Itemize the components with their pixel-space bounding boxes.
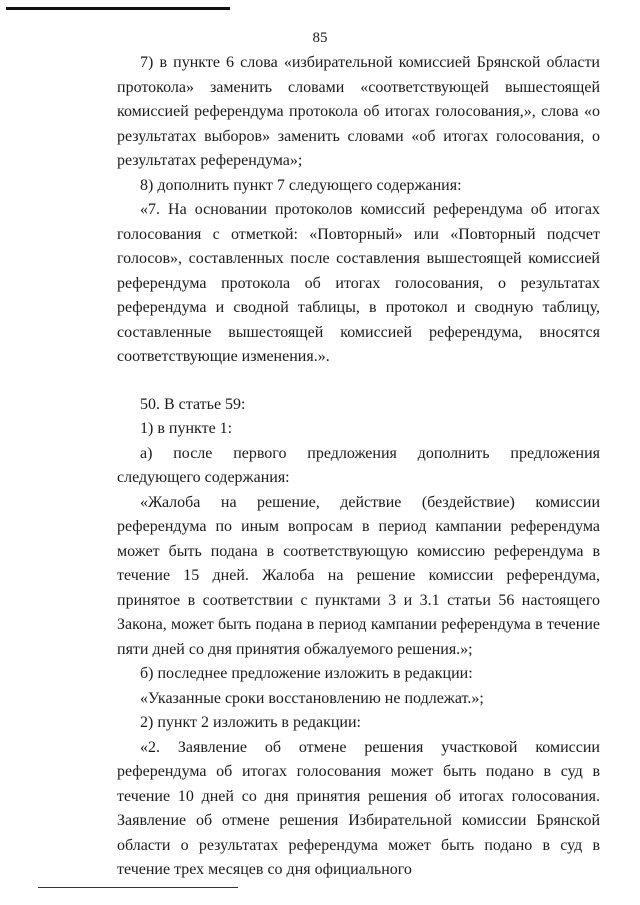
paragraph-quote-complaint: «Жалоба на решение, действие (бездействие) комиссии референдума по иным вопросам в период кампании референдума может быть подана в соответствующую комиссию референдума в течение 15 дней. Жалоба на решение комиссии референдума, принятое в соответствии с пунктами 3 и 3.1 статьи 56 настоящего Закона, может быть подана в период кампании референдума в течение пяти дней со дня принятия обжалуемого решения.»; [117, 493, 600, 658]
paragraph-article-59-heading: 50. В статье 59: [140, 395, 246, 413]
paragraph-quote-terms: «Указанные сроки восстановлению не подлежат.»; [140, 689, 484, 707]
paragraph-subpoint-b: б) последнее предложение изложить в редакции: [140, 665, 473, 682]
paragraph-quote-point-2: «2. Заявление об отмене решения участковой комиссии референдума об итогах голосования может быть подано в суд в течение 10 дней со дня принятия решения об итогах голосования. Заявление об отмене решения Избирательной комиссии Брянской области о результатах референдума может быть подано в суд в течение трех месяцев со дня официального [117, 738, 600, 878]
paragraph-quote-point-7: «7. На основании протоколов комиссий референдума об итогах голосования с отметкой: «Повторный» или «Повторный подсчет голосов», составленных после составления вышестоящей комиссией референдума протокола об итогах голосования, о результатах референдума и сводной таблицы, в протокол и сводную таблицу, составленные вышестоящей комиссией референдума, вносятся соответствующие изменения.». [117, 201, 600, 365]
document-body [117, 51, 600, 883]
scan-artifact-line-top [6, 7, 230, 10]
paragraph-point-2: 2) пункт 2 изложить в редакции: [140, 714, 361, 731]
page-number: 85 [312, 30, 328, 46]
paragraph-subpoint-a: а) после первого предложения дополнить предложения следующего содержания: [117, 444, 600, 486]
paragraph-point-1: 1) в пункте 1: [140, 420, 233, 437]
footnote-separator-line [38, 887, 238, 888]
paragraph-item-7: 7) в пункте 6 слова «избирательной комиссией Брянской области протокола» заменить словами «соответствующей вышестоящей комиссией референдума протокола об итогах голосования,», слова «о результатах выборов» заменить словами «об итогах голосования, о результатах референдума»; [117, 54, 600, 169]
paragraph-item-8: 8) дополнить пункт 7 следующего содержания: [140, 176, 462, 194]
